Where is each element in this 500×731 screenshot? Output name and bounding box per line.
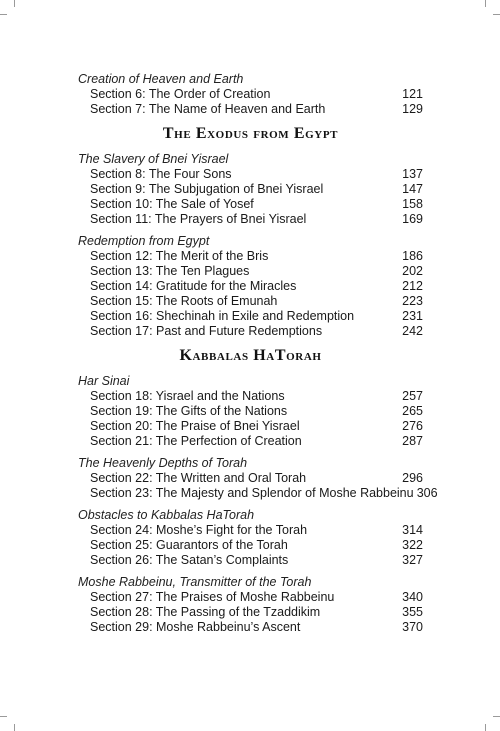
entry-page: 296	[402, 471, 423, 485]
crop-mark-bottom-right-v	[485, 724, 486, 731]
entry-page: 322	[402, 538, 423, 552]
toc-entry	[78, 294, 423, 309]
entry-title: Section 21: The Perfection of Creation	[90, 434, 302, 448]
entry-page: 137	[402, 167, 423, 181]
toc-entry	[78, 87, 423, 102]
entry-page: 287	[402, 434, 423, 448]
toc-entry	[78, 102, 423, 117]
toc-entry	[78, 212, 423, 227]
entry-page: 129	[402, 102, 423, 116]
group-heading: Redemption from Egypt	[78, 234, 210, 248]
toc-entry	[78, 620, 423, 635]
entry-title: Section 17: Past and Future Redemptions	[90, 324, 323, 338]
entry-page: 314	[402, 523, 423, 537]
entry-title: Section 22: The Written and Oral Torah	[90, 471, 307, 485]
toc-entry	[78, 404, 423, 419]
toc-entry	[78, 279, 423, 294]
group-heading: Har Sinai	[78, 374, 130, 388]
entry-title: Section 19: The Gifts of the Nations	[90, 404, 288, 418]
crop-mark-top-right	[493, 14, 500, 15]
entry-title: Section 15: The Roots of Emunah	[90, 294, 278, 308]
entry-title: Section 29: Moshe Rabbeinu’s Ascent	[90, 620, 301, 634]
toc-entry	[78, 324, 423, 339]
entry-page: 265	[402, 404, 423, 418]
toc-entry	[78, 309, 423, 324]
entry-title: Section 20: The Praise of Bnei Yisrael	[90, 419, 300, 433]
entry-title: Section 18: Yisrael and the Nations	[90, 389, 285, 403]
entry-title: Section 6: The Order of Creation	[90, 87, 271, 101]
entry-title: Section 26: The Satan’s Complaints	[90, 553, 289, 567]
toc-entry	[78, 523, 423, 538]
entry-page: 327	[402, 553, 423, 567]
entry-title: Section 13: The Ten Plagues	[90, 264, 250, 278]
entry-title: Section 7: The Name of Heaven and Earth	[90, 102, 326, 116]
toc-entry	[78, 605, 423, 620]
entry-page: 276	[402, 419, 423, 433]
crop-mark-top-left-v	[14, 0, 15, 7]
entry-page: 242	[402, 324, 423, 338]
entry-title: Section 12: The Merit of the Bris	[90, 249, 269, 263]
toc-entry	[78, 553, 423, 568]
group-heading: Obstacles to Kabbalas HaTorah	[78, 508, 255, 522]
entry-page: 231	[402, 309, 423, 323]
entry-page: 306	[416, 486, 438, 500]
entry-page: 121	[402, 87, 423, 101]
entry-title: Section 14: Gratitude for the Miracles	[90, 279, 297, 293]
crop-mark-bottom-left-v	[14, 724, 15, 731]
toc-group	[78, 374, 423, 449]
toc-entry	[78, 249, 423, 264]
toc-entry	[78, 264, 423, 279]
toc-group	[78, 72, 423, 117]
entry-title: Section 9: The Subjugation of Bnei Yisrael	[90, 182, 324, 196]
crop-mark-top-right-v	[485, 0, 486, 7]
toc-entry	[78, 167, 423, 182]
part-title: The Exodus from Egypt	[162, 125, 339, 142]
toc-entry	[78, 590, 423, 605]
entry-page: 340	[402, 590, 423, 604]
entry-title: Section 8: The Four Sons	[90, 167, 232, 181]
toc-entry	[78, 434, 423, 449]
toc-entry	[78, 197, 423, 212]
toc-entry	[78, 182, 423, 197]
toc-group	[78, 456, 438, 501]
entry-page: 223	[402, 294, 423, 308]
entry-page: 212	[402, 279, 423, 293]
entry-page: 257	[402, 389, 423, 403]
toc-entry	[78, 538, 423, 553]
entry-page: 186	[402, 249, 423, 263]
group-heading: The Heavenly Depths of Torah	[78, 456, 248, 470]
table-of-contents	[78, 72, 438, 635]
entry-title: Section 16: Shechinah in Exile and Redemption	[90, 309, 355, 323]
group-heading: The Slavery of Bnei Yisrael	[78, 152, 229, 166]
entry-title: Section 24: Moshe’s Fight for the Torah	[90, 523, 308, 537]
entry-page: 202	[402, 264, 423, 278]
crop-mark-top-left	[0, 14, 7, 15]
part-title: Kabbalas HaTorah	[179, 347, 322, 364]
entry-page: 158	[402, 197, 423, 211]
entry-title: Section 27: The Praises of Moshe Rabbeinu	[90, 590, 335, 604]
toc-entry	[78, 486, 438, 501]
entry-title: Section 28: The Passing of the Tzaddikim	[90, 605, 321, 619]
crop-mark-bottom-left	[0, 716, 7, 717]
toc-group	[78, 152, 423, 227]
entry-title: Section 25: Guarantors of the Torah	[90, 538, 288, 552]
toc-entry	[78, 419, 423, 434]
group-heading: Moshe Rabbeinu, Transmitter of the Torah	[78, 575, 312, 589]
toc-group	[78, 234, 423, 339]
group-heading: Creation of Heaven and Earth	[78, 72, 244, 86]
toc-entry	[78, 471, 423, 486]
entry-page: 370	[402, 620, 423, 634]
entry-title: Section 10: The Sale of Yosef	[90, 197, 254, 211]
toc-entry	[78, 389, 423, 404]
entry-page: 147	[402, 182, 423, 196]
toc-group	[78, 508, 423, 568]
crop-mark-bottom-right	[493, 716, 500, 717]
entry-page: 355	[402, 605, 423, 619]
entry-title: Section 11: The Prayers of Bnei Yisrael	[90, 212, 307, 226]
toc-group	[78, 575, 423, 635]
entry-title: Section 23: The Majesty and Splendor of Moshe Rabbeinu	[90, 486, 414, 500]
entry-page: 169	[402, 212, 423, 226]
